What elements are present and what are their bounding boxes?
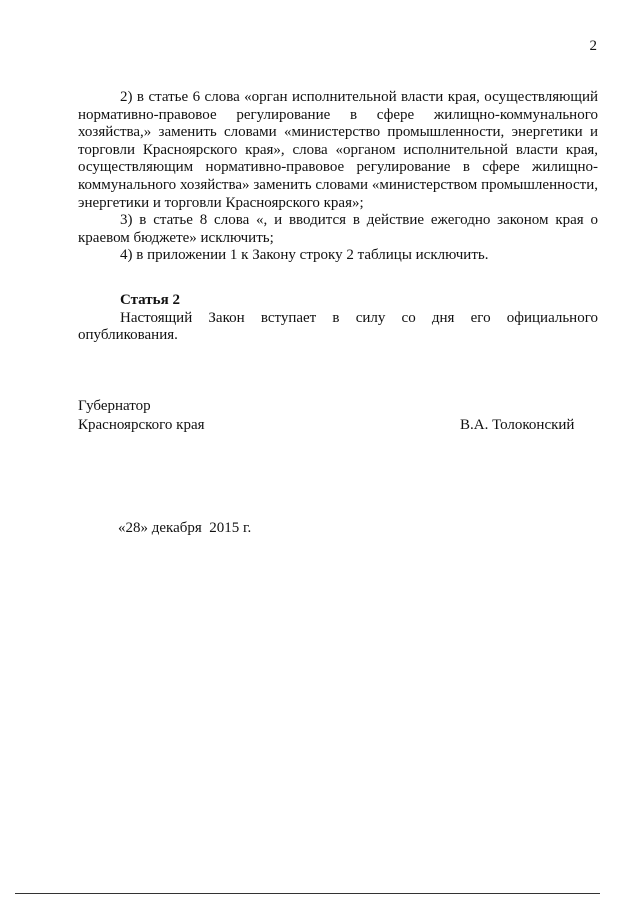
bottom-rule [15, 893, 600, 894]
signature-title-line1: Губернатор [78, 398, 151, 414]
paragraph-item-2: 2) в статье 6 слова «орган исполнительной власти края, осуществляющий нормативно-правовое регулирование в сфере жилищно-коммунального хозяйства,» заменить словами «министерство промышленности, энергетики и торговли Красноярского края», слова «органом исполнительной власти края, осуществляющим нормативно-правовое регулирование в сфере жилищно-коммунального хозяйства» заменить словами «министерством промышленности, энергетики и торговли Красноярского края»; [78, 89, 598, 211]
document-date: «28» декабря 2015 г. [118, 520, 252, 536]
signature-title [78, 397, 205, 435]
paragraph-item-4: 4) в приложении 1 к Закону строку 2 таблицы исключить. [120, 247, 489, 264]
article-2-heading: Статья 2 [120, 291, 180, 308]
article-2-text: Настоящий Закон вступает в силу со дня его официального опубликования. [78, 309, 598, 344]
document-body [78, 89, 598, 345]
paragraph-item-3: 3) в статье 8 слова «, и вводится в действие ежегодно законом края о краевом бюджете» исключить; [78, 212, 598, 246]
signature-name: В.А. Толоконский [460, 417, 575, 433]
page-number: 2 [589, 38, 597, 54]
signature-title-line2: Красноярского края [78, 417, 205, 433]
